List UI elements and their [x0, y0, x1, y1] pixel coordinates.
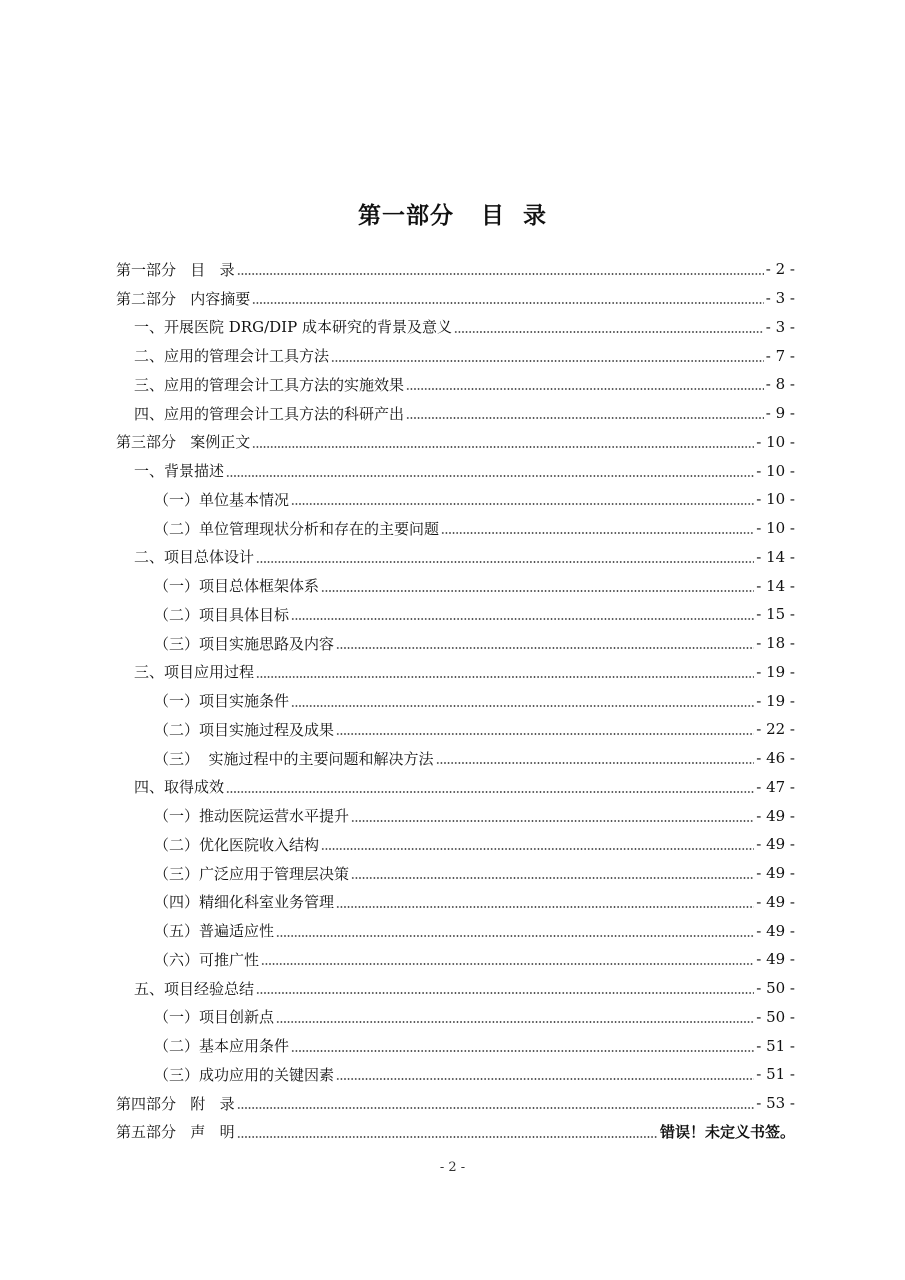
toc-entry[interactable]	[116, 629, 795, 658]
toc-entry[interactable]	[116, 686, 795, 715]
toc-entry-page: - 19 -	[756, 691, 795, 710]
toc-dot-leader	[336, 733, 754, 735]
toc-entry-page: - 10 -	[756, 461, 795, 480]
toc-entry-title: 二、项目总体设计	[134, 548, 255, 567]
toc-entry-page: - 51 -	[756, 1065, 795, 1084]
toc-entry-title: 二、应用的管理会计工具方法	[134, 347, 330, 366]
toc-entry-page: - 49 -	[756, 921, 795, 940]
toc-entry-page: - 49 -	[756, 892, 795, 911]
toc-entry-title: （二）项目具体目标	[154, 605, 290, 624]
toc-entry-title: 四、应用的管理会计工具方法的科研产出	[134, 404, 405, 423]
toc-entry[interactable]	[116, 1089, 795, 1118]
toc-entry[interactable]	[116, 284, 795, 313]
toc-entry-title: 五、项目经验总结	[134, 979, 255, 998]
toc-dot-leader	[237, 1136, 658, 1138]
toc-entry-page: - 8 -	[765, 375, 795, 394]
toc-entry-page: - 49 -	[756, 806, 795, 825]
toc-entry-title: 四、取得成效	[134, 778, 225, 797]
toc-entry-page: - 49 -	[756, 950, 795, 969]
toc-entry-page: - 18 -	[756, 634, 795, 653]
toc-entry[interactable]	[116, 485, 795, 514]
toc-entry-page: - 15 -	[756, 605, 795, 624]
toc-entry-page: - 14 -	[756, 576, 795, 595]
toc-dot-leader	[237, 1107, 755, 1109]
toc-dot-leader	[351, 820, 754, 822]
toc-entry-page: - 49 -	[756, 864, 795, 883]
toc-entry-title: （二）优化医院收入结构	[154, 835, 320, 854]
toc-entry-title: （三）广泛应用于管理层决策	[154, 864, 350, 883]
toc-entry-title: （三）项目实施思路及内容	[154, 634, 335, 653]
toc-entry-title: （四）精细化科室业务管理	[154, 893, 335, 912]
toc-dot-leader	[252, 446, 754, 448]
toc-entry[interactable]	[116, 428, 795, 457]
toc-dot-leader	[276, 935, 754, 937]
toc-entry-page: - 7 -	[765, 346, 795, 365]
toc-entry-title: （五）普遍适应性	[154, 922, 275, 941]
toc-dot-leader	[237, 273, 764, 275]
toc-entry[interactable]	[116, 1060, 795, 1089]
toc-dot-leader	[336, 1078, 754, 1080]
toc-entry[interactable]	[116, 1031, 795, 1060]
toc-entry[interactable]	[116, 801, 795, 830]
toc-entry[interactable]	[116, 456, 795, 485]
toc-entry-title: 一、开展医院 DRG/DIP 成本研究的背景及意义	[134, 318, 452, 337]
toc-entry[interactable]	[116, 773, 795, 802]
toc-entry-title: 第二部分 内容摘要	[116, 289, 251, 308]
toc-dot-leader	[406, 388, 764, 390]
toc-entry-page: - 50 -	[756, 1007, 795, 1026]
toc-entry-title: （二）项目实施过程及成果	[154, 720, 335, 739]
toc-entry-page: - 3 -	[765, 289, 795, 308]
toc-dot-leader	[276, 1021, 754, 1023]
toc-dot-leader	[336, 647, 754, 649]
toc-entry-page: - 3 -	[765, 317, 795, 336]
toc-dot-leader	[226, 791, 754, 793]
toc-dot-leader	[291, 503, 754, 505]
toc-entry-title: 三、项目应用过程	[134, 663, 255, 682]
toc-entry-page: - 10 -	[756, 490, 795, 509]
toc-entry[interactable]	[116, 313, 795, 342]
toc-dot-leader	[406, 417, 764, 419]
toc-dot-leader	[261, 963, 754, 965]
toc-entry-page: - 51 -	[756, 1036, 795, 1055]
toc-entry[interactable]	[116, 600, 795, 629]
toc-entry-page: 错误！未定义书签。	[659, 1123, 795, 1142]
toc-entry-title: 三、应用的管理会计工具方法的实施效果	[134, 375, 405, 394]
toc-entry[interactable]	[116, 1118, 795, 1147]
toc-dot-leader	[256, 676, 754, 678]
toc-dot-leader	[351, 877, 754, 879]
toc-entry[interactable]	[116, 370, 795, 399]
toc-entry[interactable]	[116, 744, 795, 773]
toc-entry[interactable]	[116, 341, 795, 370]
toc-dot-leader	[321, 590, 754, 592]
toc-dot-leader	[321, 848, 754, 850]
toc-entry-title: （一）项目总体框架体系	[154, 577, 320, 596]
toc-dot-leader	[454, 331, 764, 333]
toc-dot-leader	[256, 561, 754, 563]
toc-entry-title: （三）成功应用的关键因素	[154, 1065, 335, 1084]
toc-entry-page: - 47 -	[756, 777, 795, 796]
toc-entry-title: 第五部分 声 明	[116, 1123, 235, 1142]
toc-dot-leader	[252, 302, 763, 304]
toc-entry[interactable]	[116, 543, 795, 572]
toc-entry-page: - 14 -	[756, 547, 795, 566]
toc-entry-title: （一）项目创新点	[154, 1008, 275, 1027]
toc-entry-title: （一）项目实施条件	[154, 692, 290, 711]
toc-entry[interactable]	[116, 571, 795, 600]
toc-entry-page: - 46 -	[756, 749, 795, 768]
toc-entry-title: 一、背景描述	[134, 462, 225, 481]
toc-entry-title: （二）单位管理现状分析和存在的主要问题	[154, 519, 440, 538]
toc-entry[interactable]	[116, 859, 795, 888]
toc-entry-title: （三） 实施过程中的主要问题和解决方法	[154, 749, 434, 768]
toc-entry[interactable]	[116, 974, 795, 1003]
toc-entry-title: （二）基本应用条件	[154, 1037, 290, 1056]
page-title: 第一部分 目 录	[357, 203, 548, 229]
toc-entry[interactable]	[116, 514, 795, 543]
toc-dot-leader	[226, 475, 754, 477]
toc-entry-title: 第一部分 目 录	[116, 260, 235, 279]
toc-entry[interactable]	[116, 715, 795, 744]
table-of-contents	[116, 255, 795, 1146]
toc-dot-leader	[336, 906, 754, 908]
toc-dot-leader	[436, 762, 755, 764]
toc-dot-leader	[331, 360, 764, 362]
toc-entry-title: （一）单位基本情况	[154, 490, 290, 509]
toc-dot-leader	[441, 532, 754, 534]
toc-entry-page: - 49 -	[756, 835, 795, 854]
toc-entry-page: - 10 -	[756, 432, 795, 451]
toc-dot-leader	[291, 705, 754, 707]
toc-entry-page: - 19 -	[756, 662, 795, 681]
toc-entry-page: - 22 -	[756, 720, 795, 739]
page-number-footer: - 2 -	[439, 1160, 466, 1175]
toc-entry[interactable]	[116, 399, 795, 428]
toc-entry-page: - 2 -	[765, 260, 795, 279]
toc-entry[interactable]	[116, 888, 795, 917]
toc-entry-page: - 53 -	[756, 1094, 795, 1113]
toc-dot-leader	[256, 992, 754, 994]
toc-dot-leader	[291, 618, 754, 620]
toc-entry-page: - 9 -	[765, 404, 795, 423]
toc-entry-title: 第三部分 案例正文	[116, 433, 251, 452]
toc-entry-title: （一）推动医院运营水平提升	[154, 807, 350, 826]
toc-entry-page: - 10 -	[756, 519, 795, 538]
toc-entry[interactable]	[116, 658, 795, 687]
toc-dot-leader	[291, 1050, 754, 1052]
toc-entry-title: （六）可推广性	[154, 950, 260, 969]
toc-entry-title: 第四部分 附 录	[116, 1094, 235, 1113]
toc-entry[interactable]	[116, 255, 795, 284]
toc-entry-page: - 50 -	[756, 979, 795, 998]
toc-entry[interactable]	[116, 916, 795, 945]
toc-entry[interactable]	[116, 830, 795, 859]
toc-entry[interactable]	[116, 945, 795, 974]
toc-entry[interactable]	[116, 1003, 795, 1032]
